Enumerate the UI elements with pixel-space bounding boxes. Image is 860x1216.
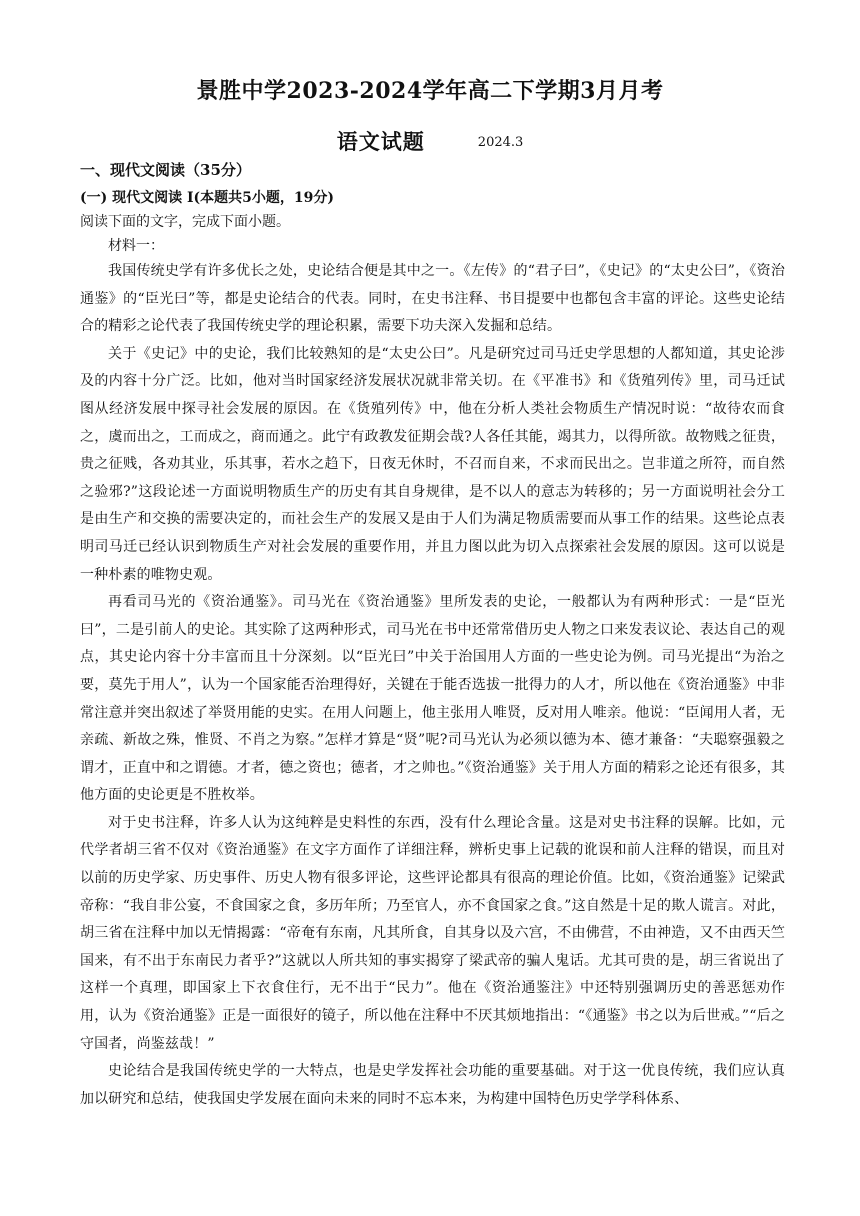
paragraph: 关于《史记》中的史论，我们比较熟知的是“太史公曰”。凡是研究过司马迁史学思想的人都知道，其史论涉及的内容十分广泛。比如，他对当时国家经济发展状况就非常关切。在《平准书》和《货殖列传》里，司马迁试图从经济发展中探寻社会发展的原因。在《货殖列传》中，他在分析人类社会物质生产情况时说：“故待农而食之，虞而出之，工而成之，商而通之。此宁有政教发征期会哉?人各任其能，竭其力，以得所欲。故物贱之征贵，贵之征贱，各劝其业，乐其事，若水之趋下，日夜无休时，不召而自来，不求而民出之。岂非道之所符，而自然之验邪?”这段论述一方面说明物质生产的历史有其自身规律，是不以人的意志为转移的；另一方面说明社会分工是由生产和交换的需要决定的，而社会生产的发展又是由于人们为满足物质需要而从事工作的结果。这些论点表明司马迁已经认识到物质生产对社会发展的重要作用，并且力图以此为切入点探索社会发展的原因。这可以说是一种朴素的唯物史观。	[80, 345, 785, 583]
material-label: 材料一：	[108, 238, 164, 254]
paragraph: 史论结合是我国传统史学的一大特点，也是史学发挥社会功能的重要基础。对于这一优良传统，我们应认真加以研究和总结，使我国史学发展在面向未来的同时不忘本来，为构建中国特色历史学学科体系、	[80, 1063, 785, 1107]
section-heading: 一、现代文阅读（35分）	[80, 161, 251, 179]
subtitle-row	[0, 126, 860, 156]
paragraph: 对于史书注释，许多人认为这纯粹是史料性的东西，没有什么理论含量。这是对史书注释的误解。比如，元代学者胡三省不仅对《资治通鉴》在文字方面作了详细注释，辨析史事上记载的讹误和前人注释的错误，而且对以前的历史学家、历史事件、历史人物有很多评论，这些评论都具有很高的理论价值。比如，《资治通鉴》记梁武帝称：“我自非公宴，不食国家之食，多历年所；乃至官人，亦不食国家之食。”这自然是十足的欺人谎言。对此，胡三省在注释中加以无情揭露：“帝奄有东南，凡其所食，自其身以及六宫，不由佛营，不由神造，又不由西天竺国来，有不出于东南民力者乎?”这就以人所共知的事实揭穿了梁武帝的骗人鬼话。尤其可贵的是，胡三省说出了这样一个真理，即国家上下衣食住行，无不出于“民力”。他在《资治通鉴注》中还特别强调历史的善恶惩劝作用，认为《资治通鉴》正是一面很好的镜子，所以他在注释中不厌其烦地指出：“《通鉴》书之以为后世戒。”“后之守国者，尚鉴兹哉！”	[80, 814, 785, 1052]
subject-title: 语文试题	[336, 129, 425, 154]
paragraph: 我国传统史学有许多优长之处，史论结合便是其中之一。《左传》的“君子曰”，《史记》的“太史公曰”，《资治通鉴》的“臣光曰”等，都是史论结合的代表。同时，在史书注释、书目提要中也都包含丰富的评论。这些史论结合的精彩之论代表了我国传统史学的理论积累，需要下功夫深入发掘和总结。	[80, 263, 785, 335]
paragraph: 再看司马光的《资治通鉴》。司马光在《资治通鉴》里所发表的史论，一般都认为有两种形式：一是“臣光曰”，二是引前人的史论。其实除了这两种形式，司马光在书中还常常借历史人物之口来发表议论、表达自己的观点，其史论内容十分丰富而且十分深刻。以“臣光曰”中关于治国用人方面的一些史论为例。司马光提出“为治之要，莫先于用人”，认为一个国家能否治理得好，关键在于能否选拔一批得力的人才，所以他在《资治通鉴》中非常注意并突出叙述了举贤用能的史实。在用人问题上，他主张用人唯贤，反对用人唯亲。他说：“臣闻用人者，无亲疏、新故之殊，惟贤、不肖之为察。”怎样才算是“贤”呢?司马光认为必须以德为本、德才兼备：“夫聪察强毅之谓才，正直中和之谓德。才者，德之资也；德者，才之帅也。”《资治通鉴》关于用人方面的精彩之论还有很多，其他方面的史论更是不胜枚举。	[80, 594, 785, 804]
content-body	[80, 158, 785, 1113]
sub-section-heading: (一) 现代文阅读 I(本题共5小题，19分)	[80, 190, 335, 206]
exam-date: 2024.3	[477, 135, 524, 150]
instruction-text: 阅读下面的文字，完成下面小题。	[80, 214, 290, 230]
exam-title: 景胜中学2023-2024学年高二下学期3月月考	[196, 78, 664, 104]
